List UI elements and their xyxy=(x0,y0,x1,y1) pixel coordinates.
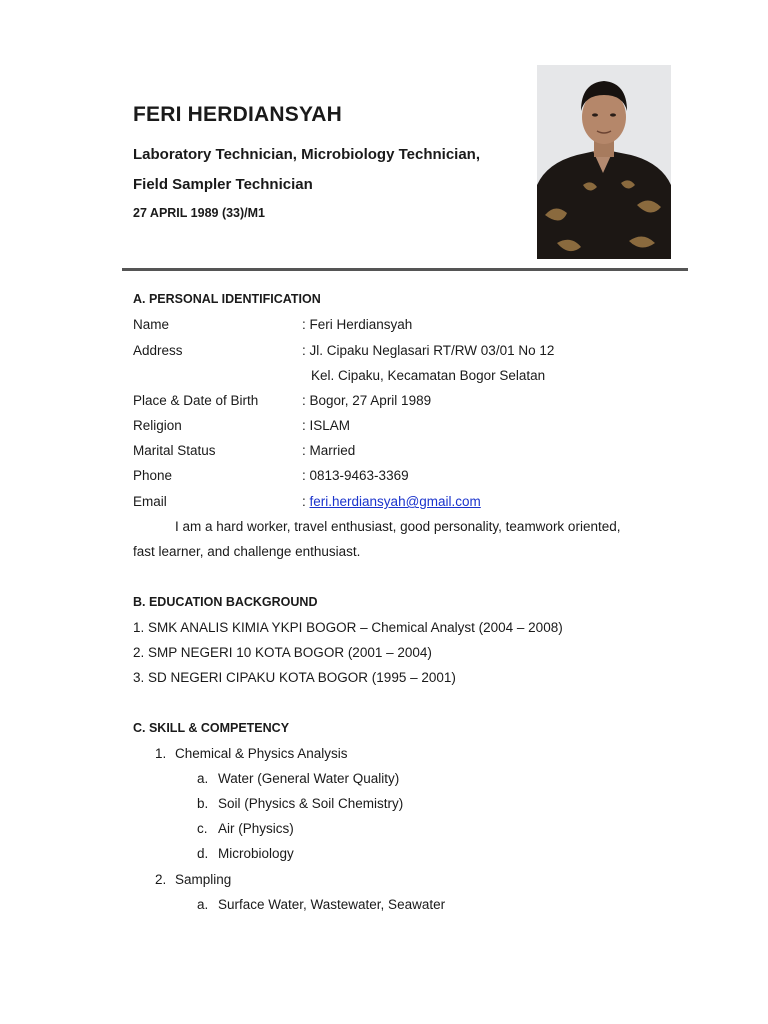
job-title-line-1: Laboratory Technician, Microbiology Technician, xyxy=(133,146,480,163)
skill-group-label: Chemical & Physics Analysis xyxy=(175,746,348,761)
skill-sub-letter: d. xyxy=(197,846,209,861)
skill-group-number: 2. xyxy=(155,872,167,887)
label-email: Email xyxy=(133,494,167,509)
header-divider xyxy=(122,268,688,271)
skill-sub-letter: a. xyxy=(197,771,209,786)
section-heading-skills: C. SKILL & COMPETENCY xyxy=(133,721,290,735)
value-phone: : 0813-9463-3369 xyxy=(302,468,409,483)
job-title-line-2: Field Sampler Technician xyxy=(133,176,313,193)
value-religion: : ISLAM xyxy=(302,418,351,433)
skill-sub-label: Microbiology xyxy=(218,846,294,861)
summary-line-2: fast learner, and challenge enthusiast. xyxy=(133,544,361,559)
dob-line: 27 APRIL 1989 (33)/M1 xyxy=(133,206,266,220)
email-link[interactable]: feri.herdiansyah@gmail.com xyxy=(309,494,481,509)
skill-sub-label: Water (General Water Quality) xyxy=(218,771,400,786)
skill-sub-label: Soil (Physics & Soil Chemistry) xyxy=(218,796,404,811)
label-address: Address xyxy=(133,343,183,358)
section-heading-personal: A. PERSONAL IDENTIFICATION xyxy=(133,292,321,306)
value-marital-status: : Married xyxy=(302,443,356,458)
label-birth: Place & Date of Birth xyxy=(133,393,259,408)
value-email xyxy=(302,494,481,509)
email-prefix: : xyxy=(302,494,310,509)
skill-sub-label: Air (Physics) xyxy=(218,821,294,836)
section-heading-education: B. EDUCATION BACKGROUND xyxy=(133,595,318,609)
summary-line-1: I am a hard worker, travel enthusiast, good personality, teamwork oriented, xyxy=(175,519,621,534)
skill-sub-label: Surface Water, Wastewater, Seawater xyxy=(218,897,446,912)
profile-photo-illustration xyxy=(537,65,671,259)
label-phone: Phone xyxy=(133,468,173,483)
education-item: 1. SMK ANALIS KIMIA YKPI BOGOR – Chemical Analyst (2004 – 2008) xyxy=(133,620,563,635)
label-religion: Religion xyxy=(133,418,182,433)
skill-group-number: 1. xyxy=(155,746,167,761)
label-marital-status: Marital Status xyxy=(133,443,216,458)
label-name: Name xyxy=(133,317,170,332)
profile-photo xyxy=(537,65,671,259)
value-address-line-2: Kel. Cipaku, Kecamatan Bogor Selatan xyxy=(311,368,546,383)
education-item: 2. SMP NEGERI 10 KOTA BOGOR (2001 – 2004) xyxy=(133,645,432,660)
value-address-line-1: : Jl. Cipaku Neglasari RT/RW 03/01 No 12 xyxy=(302,343,555,358)
value-birth: : Bogor, 27 April 1989 xyxy=(302,393,432,408)
skill-group-label: Sampling xyxy=(175,872,232,887)
education-item: 3. SD NEGERI CIPAKU KOTA BOGOR (1995 – 2001) xyxy=(133,670,456,685)
skill-sub-letter: b. xyxy=(197,796,209,811)
skill-sub-letter: c. xyxy=(197,821,208,836)
candidate-name: FERI HERDIANSYAH xyxy=(133,103,342,126)
value-name: : Feri Herdiansyah xyxy=(302,317,413,332)
skill-sub-letter: a. xyxy=(197,897,209,912)
